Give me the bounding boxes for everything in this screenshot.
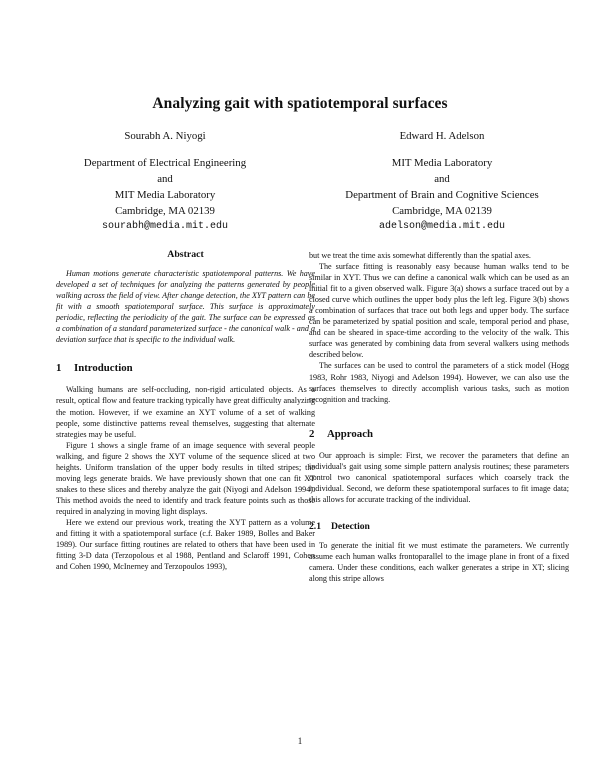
- paragraph: To generate the initial fit we must estimate the parameters. We currently assume each human walks frontoparallel to the image plane in front of a fixed camera. Under these conditions, each walker generates a stripe in XT; slicing along this stripe allows: [309, 540, 569, 584]
- affiliation-line: MIT Media Laboratory: [391, 157, 493, 169]
- author-email: sourabh@media.mit.edu: [101, 221, 229, 232]
- paper-title: Analyzing gait with spatiotemporal surfaces: [152, 95, 448, 112]
- author-email: adelson@media.mit.edu: [378, 221, 506, 232]
- author-name: Sourabh A. Niyogi: [124, 130, 206, 142]
- right-column: [309, 250, 569, 584]
- section-heading-approach: [309, 429, 569, 440]
- author-block-1: [30, 128, 300, 235]
- subsection-title: Detection: [331, 520, 370, 532]
- author-name: Edward H. Adelson: [399, 130, 485, 142]
- abstract-text: Human motions generate characteristic spatiotemporal patterns. We have developed a set of techniques for analyzing the patterns generated by people walking across the field of view. After change detection, the XYT pattern can be fit with a smooth spatiotemporal surface. This surface is approximately periodic, reflecting the periodicity of the gait. The surface can be expressed as a combination of a standard parameterized surface - the canonical walk - and a deviation surface that is specific to the individual walk.: [56, 269, 315, 345]
- affiliation-line: Cambridge, MA 02139: [392, 205, 492, 217]
- left-column: [56, 249, 315, 572]
- affiliation-line: MIT Media Laboratory: [114, 189, 216, 201]
- section-heading-introduction: [56, 363, 315, 374]
- paragraph: Our approach is simple: First, we recover the parameters that define an individual's gait using some simple pattern analysis routines; these parameters control two canonical spatiotemporal surfaces which coarsely track the individual. Second, we deform these spatiotemporal surfaces to fit image data; this allows for accurate tracking of the individual.: [309, 450, 569, 504]
- section-number: 1: [56, 362, 62, 375]
- paragraph: Here we extend our previous work, treating the XYT pattern as a volume and fitting it with a spatiotemporal surface (c.f. Baker 1989, Bolles and Baker 1989). Our surface fitting routines are related to others that have been used in fitting 3-D data (Terzopolous et al 1988, Pentland and Sclaroff 1991, Cohen and Cohen 1990, McInerney and Terzopoulos 1993),: [56, 517, 315, 572]
- author-block-2: [297, 128, 587, 235]
- subsection-number: 2.1: [309, 520, 321, 532]
- affiliation-line: and: [434, 173, 450, 185]
- paragraph: Figure 1 shows a single frame of an image sequence with several people walking, and figure 2 shows the XYT volume of the sequence sliced at two heights. Uniform translation of the upper body results in tilted stripes; the moving legs generate braids. We have previously shown that one can fit XT snakes to these slices and thereby analyze the gait (Niyogi and Adelson 1994). This method avoids the need to identify and track feature points such as those required in analyzing in moving light displays.: [56, 440, 315, 516]
- abstract-heading: Abstract: [167, 249, 204, 260]
- paragraph: The surface fitting is reasonably easy because human walks tend to be similar in XYT. Thus we can define a canonical walk which can be used as an initial fit to a given observed walk. Figure 3(a) shows a surface traced out by a closed curve which outlines the upper body plus the left leg. Figure 3(b) shows a combination of surfaces that trace out both legs and upper body. The surface can be parameterized by spatial position and scale, temporal period and phase, and can be sheared in space-time according to the velocity of the walk. This surface was generated by combining data from several walkers using methods described below.: [309, 262, 569, 360]
- affiliation-line: Department of Electrical Engineering: [83, 157, 247, 169]
- section-title: Introduction: [74, 362, 133, 375]
- affiliation-line: Cambridge, MA 02139: [115, 205, 215, 217]
- paragraph: Walking humans are self-occluding, non-rigid articulated objects. As a result, optical flow and feature tracking typically have great difficulty analyzing the motion. However, if we examine an XYT volume of a set of walking people, some distinctive patterns reveal themselves, suggesting that alternate strategies may be useful.: [56, 385, 315, 439]
- paragraph: The surfaces can be used to control the parameters of a stick model (Hogg 1983, Rohr 1983, Niyogi and Adelson 1994). However, we can also use the surfaces themselves to directly accomplish various tasks, such as motion recognition and tracking.: [309, 361, 569, 404]
- subsection-heading-detection: [309, 521, 569, 532]
- section-number: 2: [309, 427, 315, 440]
- page-number: 1: [297, 736, 303, 746]
- section-title: Approach: [327, 427, 373, 440]
- affiliation-line: and: [157, 173, 173, 185]
- affiliation-line: Department of Brain and Cognitive Sciences: [345, 189, 539, 201]
- paragraph-continuation: but we treat the time axis somewhat differently than the spatial axes.: [309, 251, 531, 260]
